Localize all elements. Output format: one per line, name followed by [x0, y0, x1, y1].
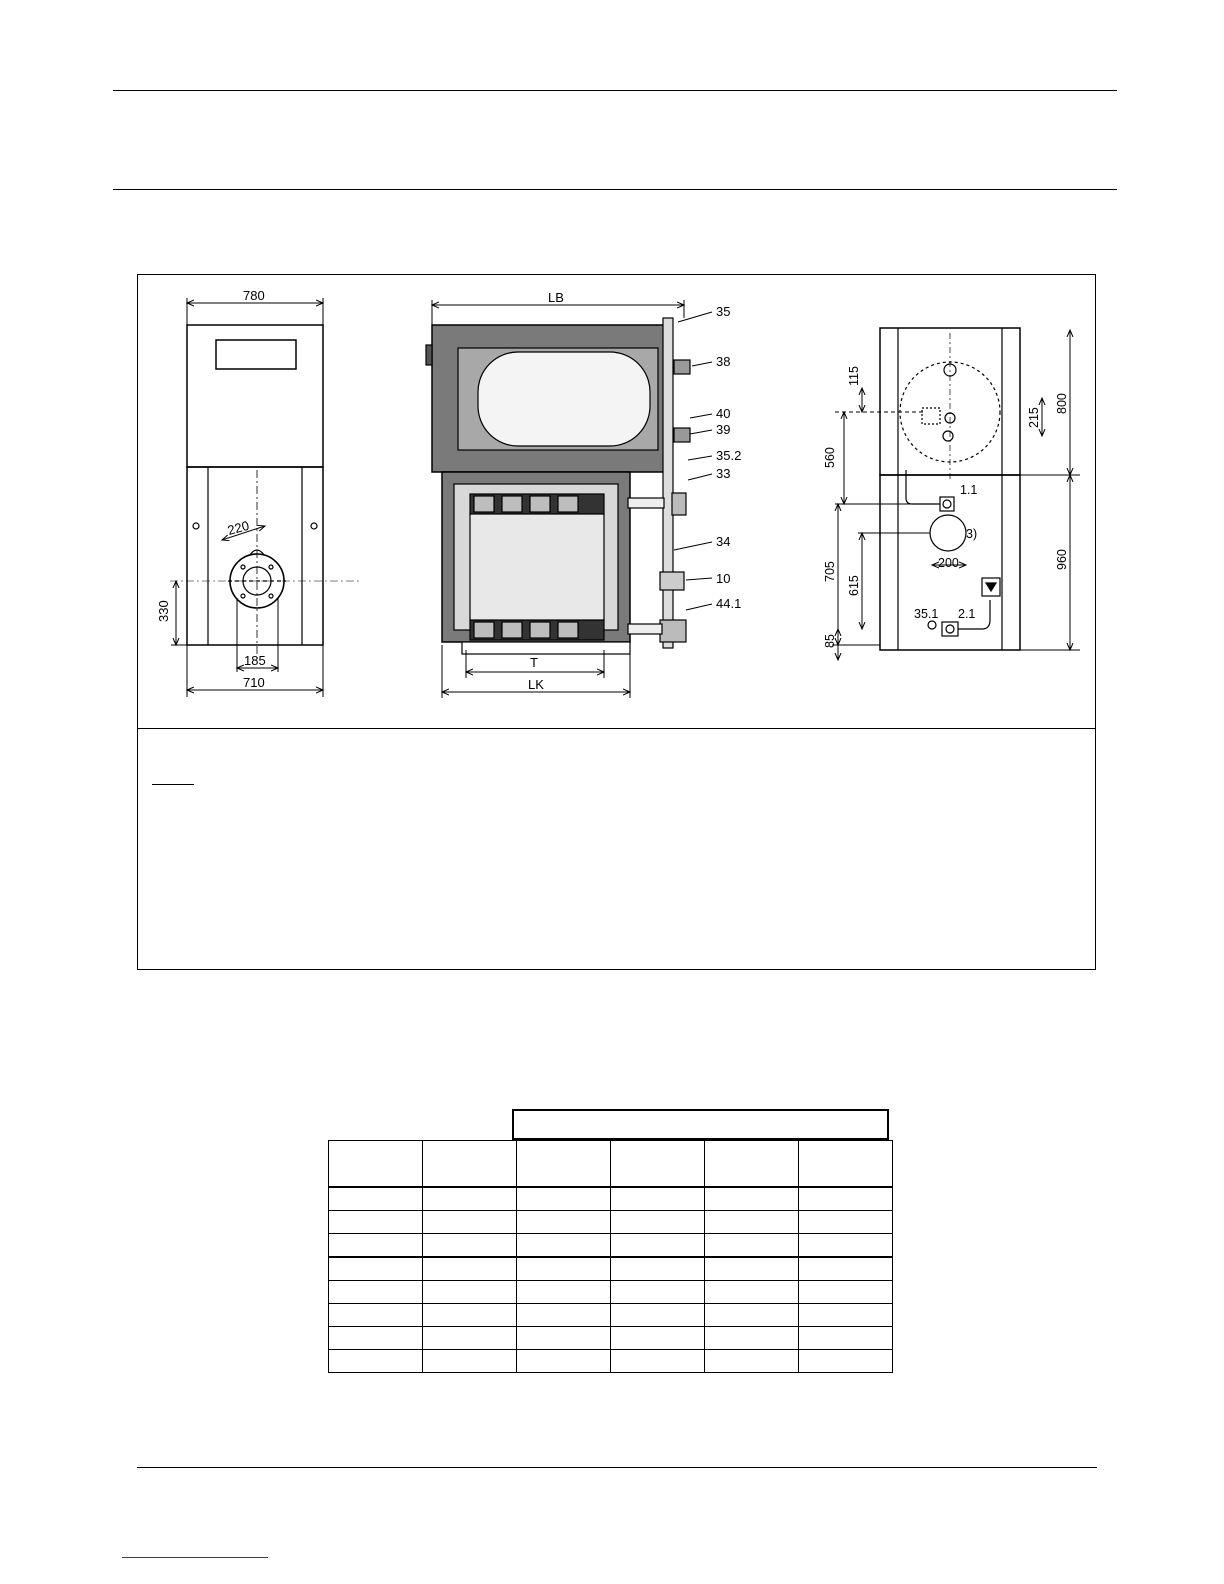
table-row: [329, 1187, 893, 1211]
table-cell: [423, 1234, 517, 1258]
table-cell: [611, 1257, 705, 1281]
dim-T: T: [530, 655, 538, 670]
table-cell: [423, 1281, 517, 1304]
dim-115: 115: [847, 366, 861, 386]
dim-710: 710: [243, 675, 265, 690]
table-cell: [423, 1304, 517, 1327]
side-view-drawing: [426, 318, 690, 654]
callout-39: 39: [716, 422, 731, 437]
dim-220: 220: [225, 517, 251, 538]
table-cell: [799, 1257, 893, 1281]
table-cell: [705, 1304, 799, 1327]
table-cell: [705, 1187, 799, 1211]
callout-40: 40: [716, 406, 731, 421]
table-cell: [329, 1257, 423, 1281]
table-cell: [517, 1304, 611, 1327]
table-cell: [329, 1304, 423, 1327]
table-cell: [799, 1304, 893, 1327]
dimension-table: [328, 1140, 893, 1373]
table-cell: [799, 1141, 893, 1188]
footer-link-underline[interactable]: [122, 1557, 268, 1558]
table-row: [329, 1211, 893, 1234]
table-cell: [611, 1211, 705, 1234]
table-cell: [611, 1281, 705, 1304]
dim-LK: LK: [528, 677, 544, 692]
table-row: [329, 1257, 893, 1281]
dim-185: 185: [244, 653, 266, 668]
table-cell: [799, 1187, 893, 1211]
callout-34: 34: [716, 534, 731, 549]
table-cell: [329, 1350, 423, 1373]
table-cell: [611, 1350, 705, 1373]
dim-215: 215: [1027, 407, 1041, 428]
table-cell: [799, 1350, 893, 1373]
table-row: [329, 1304, 893, 1327]
label-3: 3): [966, 527, 978, 541]
table-cell: [517, 1327, 611, 1350]
table-cell: [705, 1141, 799, 1188]
callout-38: 38: [716, 354, 731, 369]
table-cell: [705, 1350, 799, 1373]
table-cell: [799, 1234, 893, 1258]
front-view-labels: [156, 288, 266, 690]
label-35-1: 35.1: [914, 607, 939, 621]
dim-85: 85: [823, 634, 837, 648]
table-cell: [705, 1211, 799, 1234]
table-group-header: [512, 1109, 889, 1140]
callout-35: 35: [716, 304, 731, 319]
table-cell: [329, 1187, 423, 1211]
table-cell: [517, 1350, 611, 1373]
table-cell: [611, 1234, 705, 1258]
callout-35-2: 35.2: [716, 448, 742, 463]
table-cell: [799, 1327, 893, 1350]
dim-200: 200: [938, 556, 959, 570]
rear-view-drawing: [880, 328, 1020, 650]
table-row: [329, 1234, 893, 1258]
callout-44-1: 44.1: [716, 596, 742, 611]
table-cell: [517, 1257, 611, 1281]
table-row: [329, 1281, 893, 1304]
table-cell: [423, 1211, 517, 1234]
table-row: [329, 1327, 893, 1350]
table-cell: [423, 1327, 517, 1350]
table-cell: [611, 1187, 705, 1211]
callout-10: 10: [716, 571, 731, 586]
table-cell: [611, 1327, 705, 1350]
table-cell: [517, 1211, 611, 1234]
table-cell: [329, 1281, 423, 1304]
table-cell: [329, 1141, 423, 1188]
dim-LB: LB: [548, 290, 564, 305]
table-cell: [705, 1327, 799, 1350]
table-header-row: [329, 1141, 893, 1188]
table-cell: [329, 1234, 423, 1258]
dim-330: 330: [156, 600, 171, 622]
table-cell: [611, 1304, 705, 1327]
table-cell: [705, 1257, 799, 1281]
front-view-drawing: [170, 325, 360, 660]
label-1-1: 1.1: [960, 483, 978, 497]
dim-705: 705: [823, 561, 837, 582]
front-view-dimensions: [171, 298, 323, 697]
table-cell: [705, 1234, 799, 1258]
table-cell: [517, 1187, 611, 1211]
rear-view-dimensions: [832, 330, 1080, 660]
table-cell: [329, 1211, 423, 1234]
rear-view-labels: [823, 366, 1069, 648]
table-cell: [611, 1141, 705, 1188]
dim-560: 560: [823, 447, 837, 468]
table-cell: [799, 1211, 893, 1234]
table-cell: [799, 1281, 893, 1304]
table-cell: [423, 1141, 517, 1188]
footer-rule: [137, 1467, 1097, 1468]
table-cell: [423, 1187, 517, 1211]
table-cell: [705, 1281, 799, 1304]
table-cell: [517, 1281, 611, 1304]
dim-780: 780: [243, 288, 265, 303]
table-cell: [329, 1327, 423, 1350]
table-cell: [517, 1141, 611, 1188]
table-cell: [423, 1257, 517, 1281]
table-cell: [423, 1350, 517, 1373]
dim-960: 960: [1055, 549, 1069, 570]
dim-615: 615: [847, 575, 861, 596]
table-row: [329, 1350, 893, 1373]
table-cell: [517, 1234, 611, 1258]
label-2-1: 2.1: [958, 607, 976, 621]
callout-33: 33: [716, 466, 731, 481]
dim-800: 800: [1055, 393, 1069, 414]
